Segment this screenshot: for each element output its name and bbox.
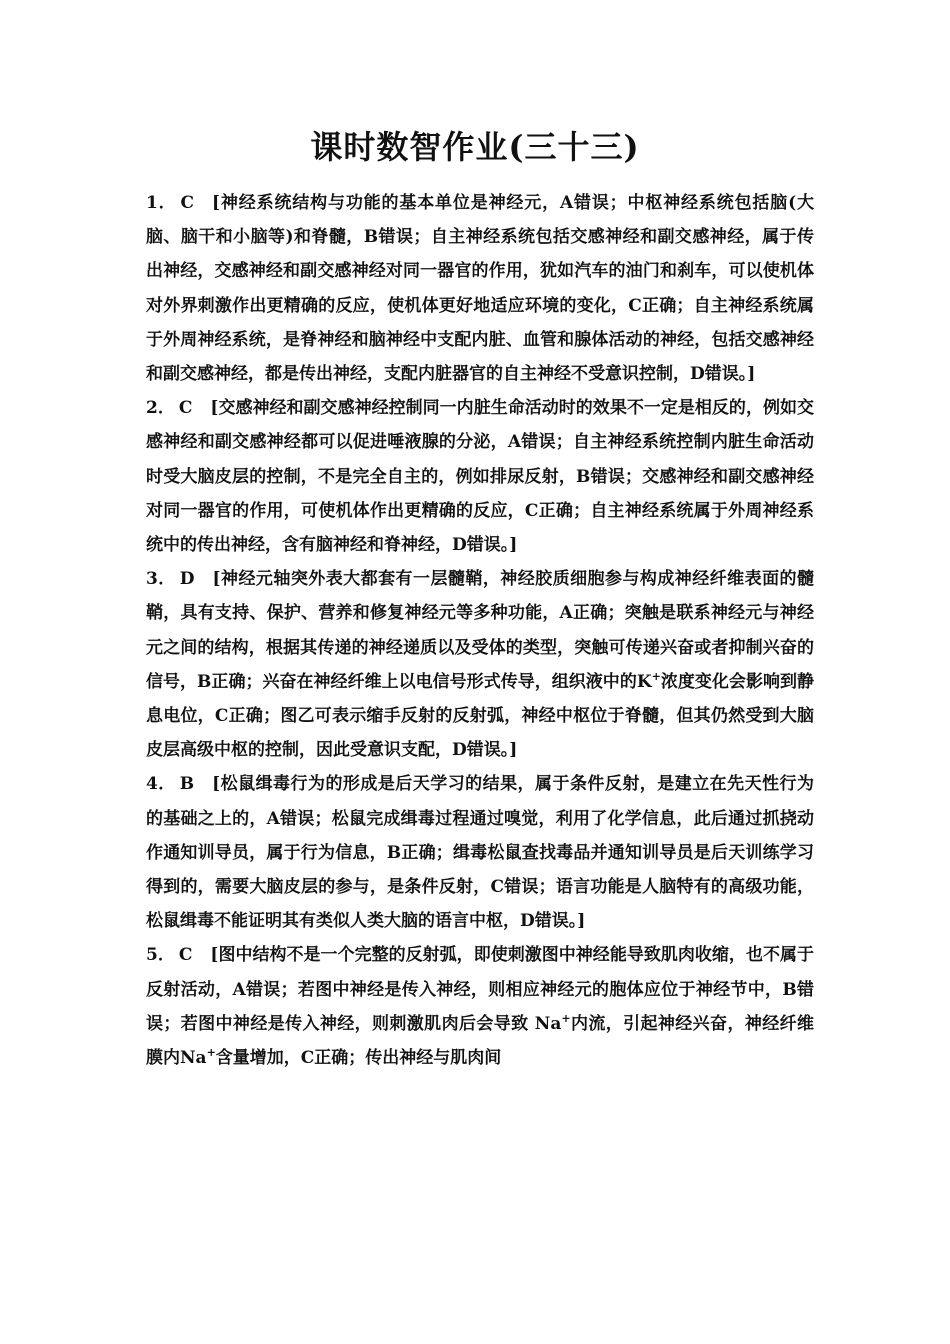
item-answer: B: [179, 774, 195, 795]
answer-item-5: [146, 938, 814, 1075]
item-explanation-cont: 内流，引起神经兴奋，神经纤维膜内Na: [146, 1013, 814, 1069]
answer-list: [146, 186, 814, 1075]
answer-item-1: [146, 186, 814, 391]
item-explanation: [图中结构不是一个完整的反射弧，即使刺激图中神经能导致肌肉收缩，也不属于反射活动，A错误；若图中神经是传入神经，则相应神经元的胞体应位于神经节中，B错误；若图中神经是传入神经，则刺激肌肉后会导致 Na: [146, 945, 814, 1034]
answer-item-3: [146, 562, 814, 767]
item-explanation-cont: 浓度变化会影响到静息电位，C正确；图乙可表示缩手反射的反射弧，神经中枢位于脊髓，但其仍然受到大脑皮层高级中枢的控制，因此受意识支配，D错误。]: [146, 671, 814, 761]
item-explanation: [交感神经和副交感神经控制同一内脏生命活动时的效果不一定是相反的，例如交感神经和副交感神经都可以促进唾液腺的分泌，A错误；自主神经系统控制内脏生命活动时受大脑皮层的控制，不是完全自主的，例如排尿反射，B错误；交感神经和副交感神经对同一器官的作用，可使机体作出更精确的反应，C正确；自主神经系统属于外周神经系统中的传出神经，含有脑神经和脊神经，D错误。]: [146, 398, 814, 556]
item-number: 5．: [146, 945, 175, 966]
item-answer: D: [179, 569, 195, 590]
item-answer: C: [180, 193, 195, 213]
item-explanation: [松鼠缉毒行为的形成是后天学习的结果，属于条件反射，是建立在先天性行为的基础之上的，A错误；松鼠完成缉毒过程通过嗅觉，利用了化学信息，此后通过抓挠动作通知训导员，属于行为信息，B正确；缉毒松鼠查找毒品并通知训导员是后天训练学习得到的，需要大脑皮层的参与，是条件反射，C错误；语言功能是人脑特有的高级功能，松鼠缉毒不能证明其有类似人类大脑的语言中枢，D错误。]: [146, 774, 814, 932]
item-number: 3．: [146, 569, 176, 590]
page-title: 课时数智作业(三十三): [310, 128, 640, 166]
item-answer: C: [178, 398, 193, 419]
item-number: 4．: [146, 774, 176, 795]
answer-item-2: [146, 391, 814, 562]
item-answer: C: [178, 945, 193, 966]
item-explanation: [神经元轴突外表大都套有一层髓鞘，神经胶质细胞参与构成神经纤维表面的髓鞘，具有支持、保护、营养和修复神经元等多种功能，A正确；突触是联系神经元与神经元之间的结构，根据其传递的神经递质以及受体的类型，突触可传递兴奋或者抑制兴奋的信号，B正确；兴奋在神经纤维上以电信号形式传导，组织液中的K: [146, 569, 814, 692]
item-number: 1．: [146, 193, 177, 213]
item-explanation-cont: 含量增加，C正确；传出神经与肌肉间: [215, 1048, 502, 1069]
item-explanation: [神经系统结构与功能的基本单位是神经元，A错误；中枢神经系统包括脑(大脑、脑干和小脑等)和脊髓，B错误；自主神经系统包括交感神经和副交感神经，属于传出神经，交感神经和副交感神经对同一器官的作用，犹如汽车的油门和刹车，可以使机体对外界刺激作出更精确的反应，使机体更好地适应环境的变化，C正确；自主神经系统属于外周神经系统，是脊神经和脑神经中支配内脏、血管和腺体活动的神经，包括交感神经和副交感神经，都是传出神经，支配内脏器官的自主神经不受意识控制，D错误。]: [146, 193, 814, 385]
answer-item-4: [146, 767, 814, 938]
superscript-plus: +: [561, 1011, 571, 1025]
item-number: 2．: [146, 398, 175, 419]
superscript-plus: +: [206, 1046, 216, 1060]
superscript-plus: +: [651, 669, 661, 683]
